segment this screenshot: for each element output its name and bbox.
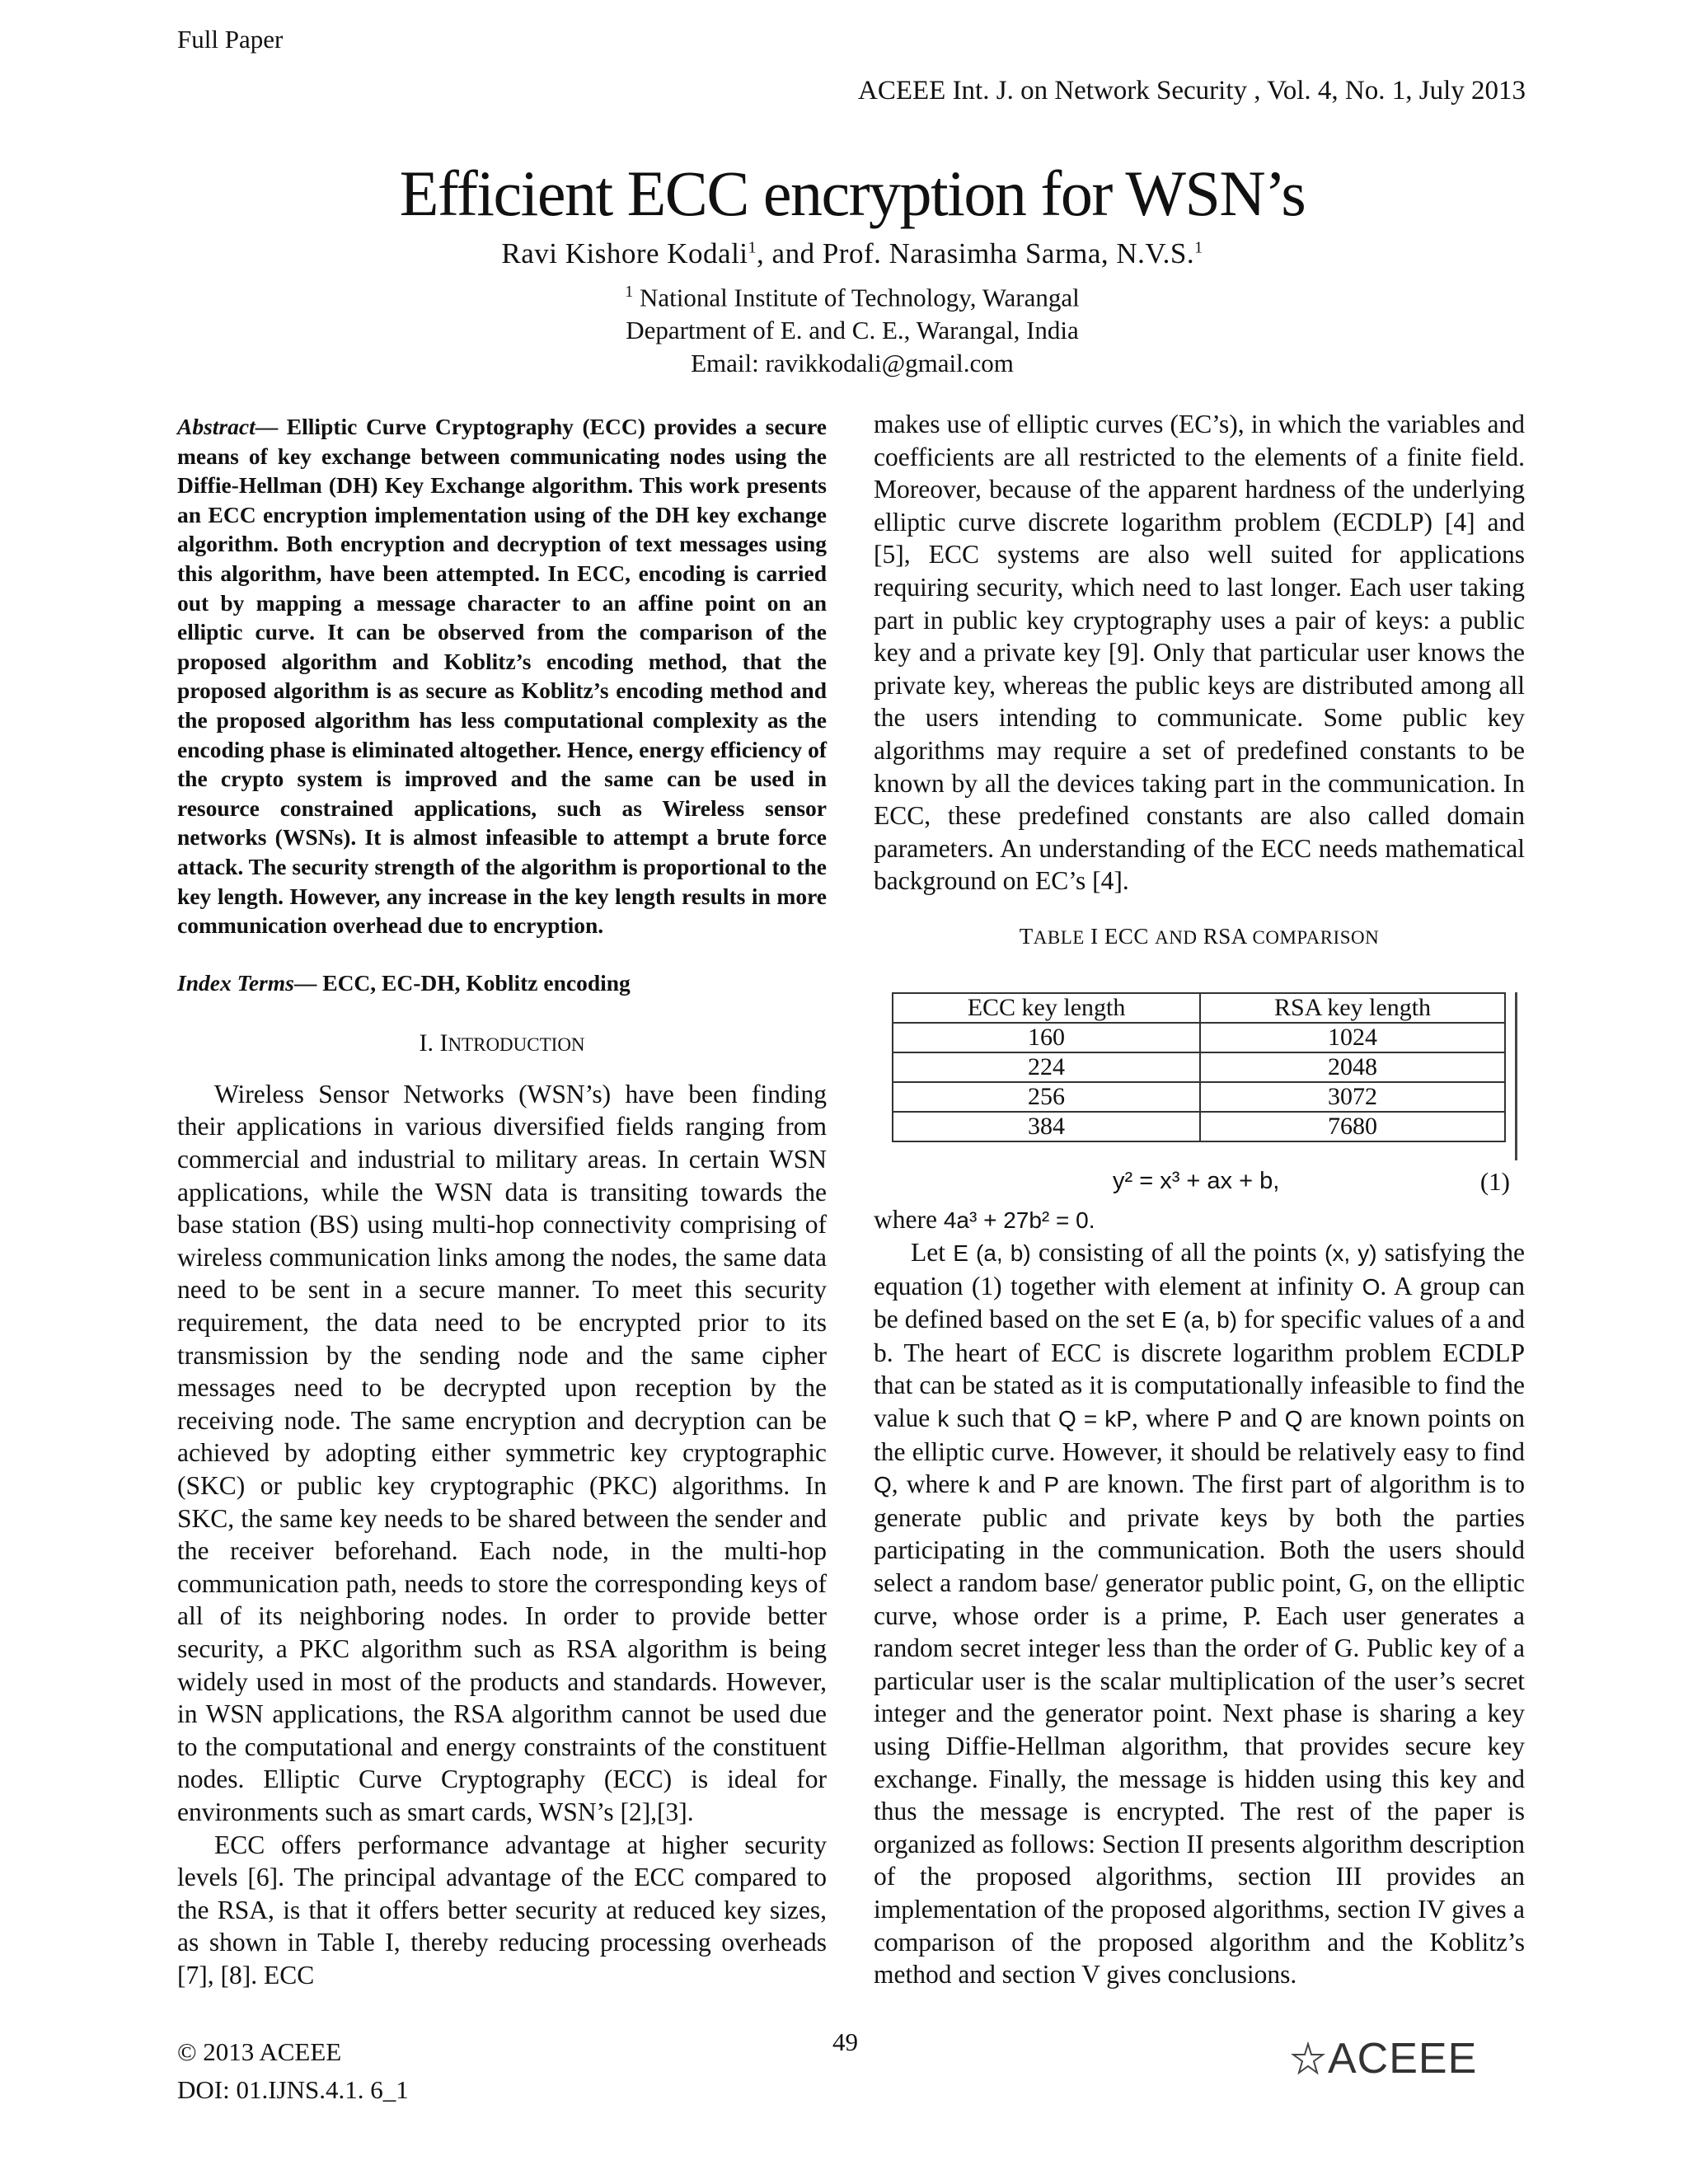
table-row: 160 1024 bbox=[893, 1023, 1505, 1052]
footer-left bbox=[177, 2033, 409, 2109]
intro-paragraph-3: makes use of elliptic curves (EC’s), in which the variables and coefficients are all restricted to the elements of a finite field. Moreover, because of the apparent hardness of the underlying elliptic curve discrete logarithm problem (ECDLP) [4] and [5], ECC systems are also well suited for applications requiring security, which need to last longer. Each user taking part in public key cryptography uses a pair of keys: a public key and a private key [9]. Only that particular user knows the private key, whereas the public keys are distributed among all the users intending to communicate. Some public key algorithms may require a set of predefined constants to be known by all the devices taking part in the communication. In ECC, these predefined constants are also called domain parameters. An understanding of the ECC needs mathematical background on EC’s [4]. bbox=[874, 410, 1525, 896]
author-2-mark: 1 bbox=[1194, 238, 1203, 257]
table-header-row bbox=[893, 993, 1505, 1023]
affiliation: National Institute of Technology, Warangal bbox=[640, 283, 1080, 312]
copyright: © 2013 ACEEE bbox=[177, 2037, 342, 2066]
affiliation-line bbox=[0, 275, 1688, 314]
section-heading-introduction: I. INTRODUCTION bbox=[419, 1029, 585, 1057]
intro-paragraph-1: Wireless Sensor Networks (WSN’s) have been finding their applications in various diversified fields ranging from commercial and industrial to military areas. In certain WSN applications, while the WSN data is transiting towards the base station (BS) using multi-hop connectivity comprising of wireless communication links among the nodes, the same data need to be sent in a secure manner. To meet this security requirement, the data need to be encrypted prior to its transmission by the sending node and the same cipher messages need to be decrypted upon reception by the receiving node. The same encryption and decryption can be achieved by adopting either symmetric key cryptographic (SKC) or public key cryptographic (PKC) algorithms. In SKC, the same key needs to be shared between the sender and the receiver beforehand. Each node, in the multi-hop communication path, needs to store the corresponding keys of all of its neighboring nodes. In order to provide better security, a PKC algorithm such as RSA algorithm is being widely used in most of the products and standards. However, in WSN applications, the RSA algorithm cannot be used due to the computational and energy constraints of the constituent nodes. Elliptic Curve Cryptography (ECC) is ideal for environments such as smart cards, WSN’s [2],[3]. bbox=[177, 1079, 827, 1826]
index-terms-text: — ECC, EC-DH, Koblitz encoding bbox=[293, 969, 631, 996]
doi: DOI: 01.IJNS.4.1. 6_1 bbox=[177, 2075, 409, 2104]
paper-title: Efficient ECC encryption for WSN’s bbox=[399, 157, 1306, 229]
index-terms bbox=[177, 967, 827, 1000]
left-column bbox=[177, 412, 827, 1992]
equation-text: y² = x³ + ax + b, bbox=[1113, 1167, 1280, 1194]
table-row: 224 2048 bbox=[893, 1052, 1505, 1082]
table-header-rsa: RSA key length bbox=[1200, 993, 1505, 1023]
author-line bbox=[0, 237, 1688, 270]
table-caption: TABLE I ECC AND RSA COMPARISON bbox=[1019, 923, 1380, 949]
index-terms-label: Index Terms bbox=[177, 969, 294, 996]
page-number: 49 bbox=[832, 2027, 858, 2056]
table-header-ecc: ECC key length bbox=[893, 993, 1200, 1023]
equation-1 bbox=[874, 1165, 1525, 1203]
star-icon bbox=[1290, 2041, 1326, 2077]
ecc-rsa-table bbox=[892, 992, 1506, 1142]
running-header-label: Full Paper bbox=[177, 25, 284, 54]
table-edge-line bbox=[1515, 992, 1517, 1160]
publisher-logo bbox=[1290, 2034, 1477, 2083]
ecc-description-paragraph: Let E (a, b) consisting of all the points (x, y) satisfying the equation (1) together with element at infinity O. A group can be defined based on the set E (a, b) for specific values of a and b. The heart of ECC is discrete logarithm problem ECDLP that can be stated as it is computationally infeasible to find the value k such that Q = kP, where P and Q are known points on the elliptic curve. However, it should be relatively easy to find Q, where k and P are known. The first part of algorithm is to generate public and private keys by both the parties participating in the communication. Both the users should select a random base/ generator public point, G, on the elliptic curve, whose order is a prime, P. Each user generates a random secret integer less than the order of G. Public key of a particular user is the scalar multiplication of the user’s secret integer and the generator point. Next phase is sharing a key using Diffie-Hellman algorithm, that provides secure key exchange. Finally, the message is hidden using this key and thus the message is encrypted. The rest of the paper is organized as follows: Section II presents algorithm description of the proposed algorithms, section III provides an implementation of the proposed algorithms, section IV gives a comparison of the proposed algorithm and the Koblitz’s method and section V gives conclusions. bbox=[874, 1238, 1526, 1990]
logo-text: ACEEE bbox=[1328, 2035, 1478, 2083]
table-row: 256 3072 bbox=[893, 1082, 1505, 1112]
author-2: , and Prof. Narasimha Sarma, N.V.S. bbox=[757, 237, 1195, 269]
intro-paragraph-2: ECC offers performance advantage at higher security levels [6]. The principal advantage of the ECC compared to the RSA, is that it offers better security at reduced key sizes, as shown in Table I, thereby reducing processing overheads [7], [8]. ECC bbox=[177, 1830, 827, 1990]
department: Department of E. and C. E., Warangal, India bbox=[626, 316, 1079, 345]
journal-citation: ACEEE Int. J. on Network Security , Vol. 4, No. 1, July 2013 bbox=[858, 76, 1526, 105]
affiliation-block bbox=[0, 275, 1688, 380]
table-row: 384 7680 bbox=[893, 1112, 1505, 1141]
right-column bbox=[874, 408, 1525, 1991]
equation-condition: where 4a³ + 27b² = 0. bbox=[874, 1204, 1095, 1234]
abstract-text: — Elliptic Curve Cryptography (ECC) provides a secure means of key exchange between communicating nodes using the Diffie-Hellman (DH) Key Exchange algorithm. This work presents an ECC encryption implementation using of the DH key exchange algorithm. Both encryption and decryption of text messages using this algorithm, have been attempted. In ECC, encoding is carried out by mapping a message character to an affine point on an elliptic curve. It can be observed from the comparison of the proposed algorithm and Koblitz’s encoding method, that the proposed algorithm is as secure as Koblitz’s encoding method and the proposed algorithm has less computational complexity as the encoding phase is eliminated altogether. Hence, energy efficiency of the crypto system is improved and the same can be used in resource constrained applications, such as Wireless sensor networks (WSNs). It is almost infeasible to attempt a brute force attack. The security strength of the algorithm is proportional to the key length. However, any increase in the key length results in more communication overhead due to encryption. bbox=[177, 414, 827, 939]
abstract-label: Abstract bbox=[177, 414, 256, 439]
author-1: Ravi Kishore Kodali bbox=[501, 237, 748, 269]
abstract bbox=[177, 412, 827, 940]
affiliation-mark: 1 bbox=[625, 283, 634, 301]
comparison-table-wrapper bbox=[892, 992, 1506, 1142]
author-1-mark: 1 bbox=[748, 238, 757, 257]
equation-number: (1) bbox=[1479, 1166, 1510, 1196]
email: Email: ravikkodali@gmail.com bbox=[691, 349, 1014, 378]
